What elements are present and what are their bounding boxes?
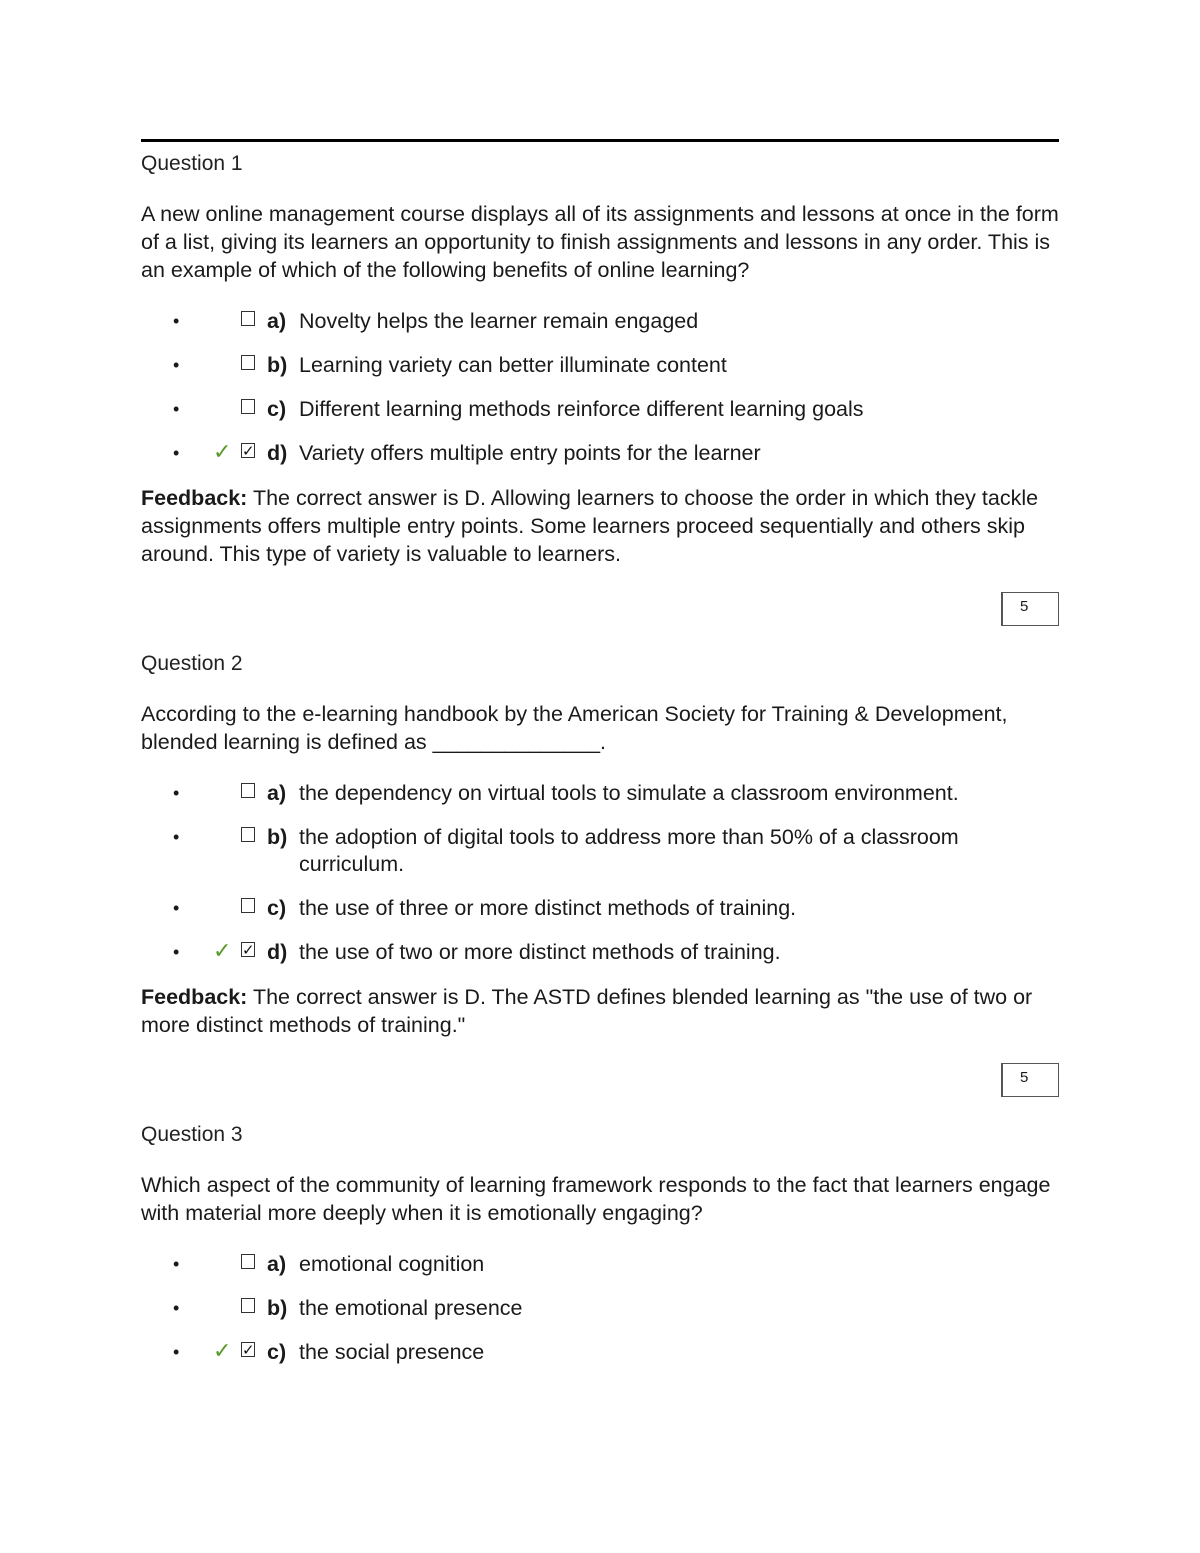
correct-check-icon: ✓ [213, 938, 232, 963]
checkbox-icon[interactable] [241, 783, 255, 798]
question-text: A new online management course displays all of its assignments and lessons at once in the form of a list, giving its learners an opportunity to finish assignments and lessons in any order. This is an example of which of the following benefits of online learning? [141, 202, 1059, 282]
option-d[interactable] [141, 440, 1059, 467]
option-text: the emotional presence [299, 1296, 523, 1320]
option-b[interactable] [141, 1295, 1059, 1322]
answer-options [141, 780, 1059, 966]
option-text: Learning variety can better illuminate content [299, 353, 727, 377]
option-letter: b) [267, 1296, 288, 1320]
score-row [141, 592, 1059, 628]
bullet-icon: • [173, 1254, 180, 1274]
option-c[interactable] [141, 895, 1059, 922]
option-a[interactable] [141, 1251, 1059, 1278]
option-a[interactable] [141, 780, 1059, 807]
correct-check-icon: ✓ [213, 439, 232, 464]
option-text: Variety offers multiple entry points for the learner [299, 441, 761, 465]
feedback [141, 484, 1059, 568]
score-input[interactable]: 5 [1001, 1063, 1059, 1097]
option-text: the social presence [299, 1340, 485, 1364]
question-3 [141, 1121, 1059, 1366]
question-2 [141, 650, 1059, 1099]
checkbox-icon[interactable] [241, 827, 255, 842]
option-text: Different learning methods reinforce different learning goals [299, 397, 864, 421]
bullet-icon: • [173, 783, 180, 803]
feedback-label: Feedback: [141, 486, 248, 510]
bullet-icon: • [173, 942, 180, 962]
feedback [141, 983, 1059, 1039]
option-text: the dependency on virtual tools to simulate a classroom environment. [299, 781, 959, 805]
option-letter: b) [267, 353, 288, 377]
option-letter: c) [267, 397, 287, 421]
option-text: the use of three or more distinct methods of training. [299, 896, 797, 920]
question-text: Which aspect of the community of learning framework responds to the fact that learners engage with material more deeply when it is emotionally engaging? [141, 1173, 1051, 1225]
option-letter: d) [267, 441, 288, 465]
option-text: the use of two or more distinct methods of training. [299, 940, 781, 964]
feedback-label: Feedback: [141, 985, 248, 1009]
option-letter: c) [267, 1340, 287, 1364]
answer-options [141, 1251, 1059, 1366]
score-row [141, 1063, 1059, 1099]
bullet-icon: • [173, 443, 180, 463]
bullet-icon: • [173, 1298, 180, 1318]
checkbox-icon[interactable] [241, 1298, 255, 1313]
option-c[interactable] [141, 1339, 1059, 1366]
question-title: Question 3 [141, 1123, 243, 1146]
option-letter: c) [267, 896, 287, 920]
checkbox-checked-icon[interactable] [241, 443, 255, 458]
correct-check-icon: ✓ [213, 1338, 232, 1363]
option-letter: a) [267, 781, 287, 805]
bullet-icon: • [173, 1342, 180, 1362]
option-letter: a) [267, 309, 287, 333]
option-text: Novelty helps the learner remain engaged [299, 309, 699, 333]
question-text: According to the e-learning handbook by the American Society for Training & Development, blended learning is defined as ______________. [141, 702, 1008, 754]
bullet-icon: • [173, 827, 180, 847]
option-text: emotional cognition [299, 1252, 485, 1276]
bullet-icon: • [173, 399, 180, 419]
option-letter: b) [267, 825, 288, 849]
bullet-icon: • [173, 898, 180, 918]
checkbox-checked-icon[interactable] [241, 942, 255, 957]
top-rule [141, 139, 1059, 142]
checkbox-icon[interactable] [241, 399, 255, 414]
option-b[interactable] [141, 824, 1059, 878]
option-b[interactable] [141, 352, 1059, 379]
option-d[interactable] [141, 939, 1059, 966]
option-a[interactable] [141, 308, 1059, 335]
checkbox-icon[interactable] [241, 355, 255, 370]
checkbox-icon[interactable] [241, 898, 255, 913]
question-1 [141, 150, 1059, 628]
feedback-text: The correct answer is D. Allowing learners to choose the order in which they tackle assignments offers multiple entry points. Some learners proceed sequentially and others skip around. This type of variety is valuable to learners. [141, 486, 1039, 566]
feedback-text: The correct answer is D. The ASTD defines blended learning as "the use of two or more distinct methods of training." [141, 985, 1033, 1037]
checkbox-checked-icon[interactable] [241, 1342, 255, 1357]
quiz-document [141, 150, 1059, 1383]
option-letter: d) [267, 940, 288, 964]
checkbox-icon[interactable] [241, 311, 255, 326]
bullet-icon: • [173, 355, 180, 375]
option-text: the adoption of digital tools to address more than 50% of a classroom curriculum. [299, 825, 959, 876]
option-c[interactable] [141, 396, 1059, 423]
score-input[interactable]: 5 [1001, 592, 1059, 626]
bullet-icon: • [173, 311, 180, 331]
question-title: Question 1 [141, 152, 243, 175]
question-title: Question 2 [141, 652, 243, 675]
checkbox-icon[interactable] [241, 1254, 255, 1269]
answer-options [141, 308, 1059, 467]
option-letter: a) [267, 1252, 287, 1276]
